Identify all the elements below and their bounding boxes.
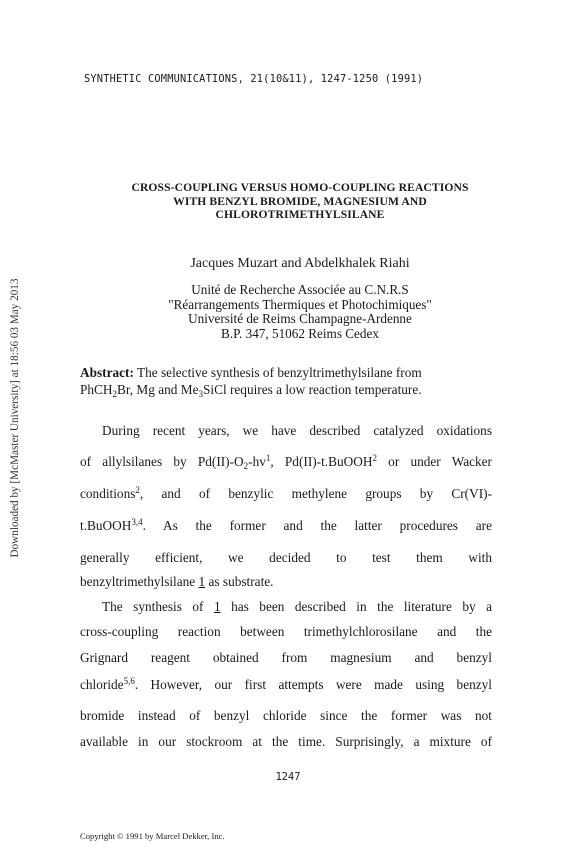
journal-header: SYNTHETIC COMMUNICATIONS, 21(10&11), 1247-1250 (1991) [84, 73, 424, 85]
title-line: CHLOROTRIMETHYLSILANE [215, 208, 385, 221]
title-line: WITH BENZYL BROMIDE, MAGNESIUM AND [173, 194, 427, 208]
download-watermark: Downloaded by [McMaster University] at 18:56 03 May 2013 [9, 278, 21, 558]
page-number: 1247 [275, 771, 301, 783]
abstract [80, 364, 492, 398]
affiliation-line: Université de Reims Champagne-Ardenne [188, 311, 412, 326]
title-line: CROSS-COUPLING VERSUS HOMO-COUPLING REACTIONS [131, 181, 469, 194]
body-line: cross-coupling reaction between trimethylchlorosilane and the [80, 624, 492, 639]
affiliation-line: Unité de Recherche Associée au C.N.R.S [191, 282, 409, 297]
body-line: Grignard reagent obtained from magnesium and benzyl [80, 650, 492, 665]
body-line: bromide instead of benzyl chloride since the former was not [80, 708, 492, 723]
affiliation-line: B.P. 347, 51062 Reims Cedex [221, 325, 379, 341]
abstract-label: Abstract: [80, 365, 134, 380]
abstract-line-2: PhCH$_2$Br, Mg and $Me_3SiCl$ requires a low reaction temperature. [80, 382, 422, 399]
abstract-line-1: Abstract: The selective synthesis of benzyltrimethylsilane from [80, 365, 422, 380]
body-line: t.BuOOH$^{3,4}$. As the former and the latter procedures are [80, 517, 492, 533]
body-line: chloride$^{5,6}$. However, our first attempts were made using benzyl [80, 676, 492, 692]
body-line: of allylsilanes by $Pd(II)-O_2-hv^1$, Pd(II)-t.BuOOH$^2$ or under Wacker [80, 453, 492, 471]
body-line: During recent years, we have described catalyzed oxidations [102, 423, 492, 438]
compound-number: 1 [213, 599, 221, 614]
authors: Jacques Muzart and Abdelkhalek Riahi [190, 256, 410, 271]
copyright-notice: Copyright © 1991 by Marcel Dekker, Inc. [80, 831, 225, 841]
body-line: available in our stockroom at the time. Surprisingly, a mixture of [80, 734, 492, 749]
body-line: generally efficient, we decided to test them with [80, 550, 492, 565]
body-line: benzyltrimethylsilane 1 as substrate. [80, 574, 274, 589]
body-line: The synthesis of 1 has been described in the literature by a [102, 599, 492, 614]
paper-title [80, 181, 520, 222]
compound-number: 1 [198, 574, 206, 589]
affiliation [80, 283, 520, 341]
affiliation-line: "Réarrangements Thermiques et Photochimiques" [168, 296, 432, 312]
body-line: conditions$^2$, and of benzylic methylene groups by Cr(VI)- [80, 485, 492, 501]
